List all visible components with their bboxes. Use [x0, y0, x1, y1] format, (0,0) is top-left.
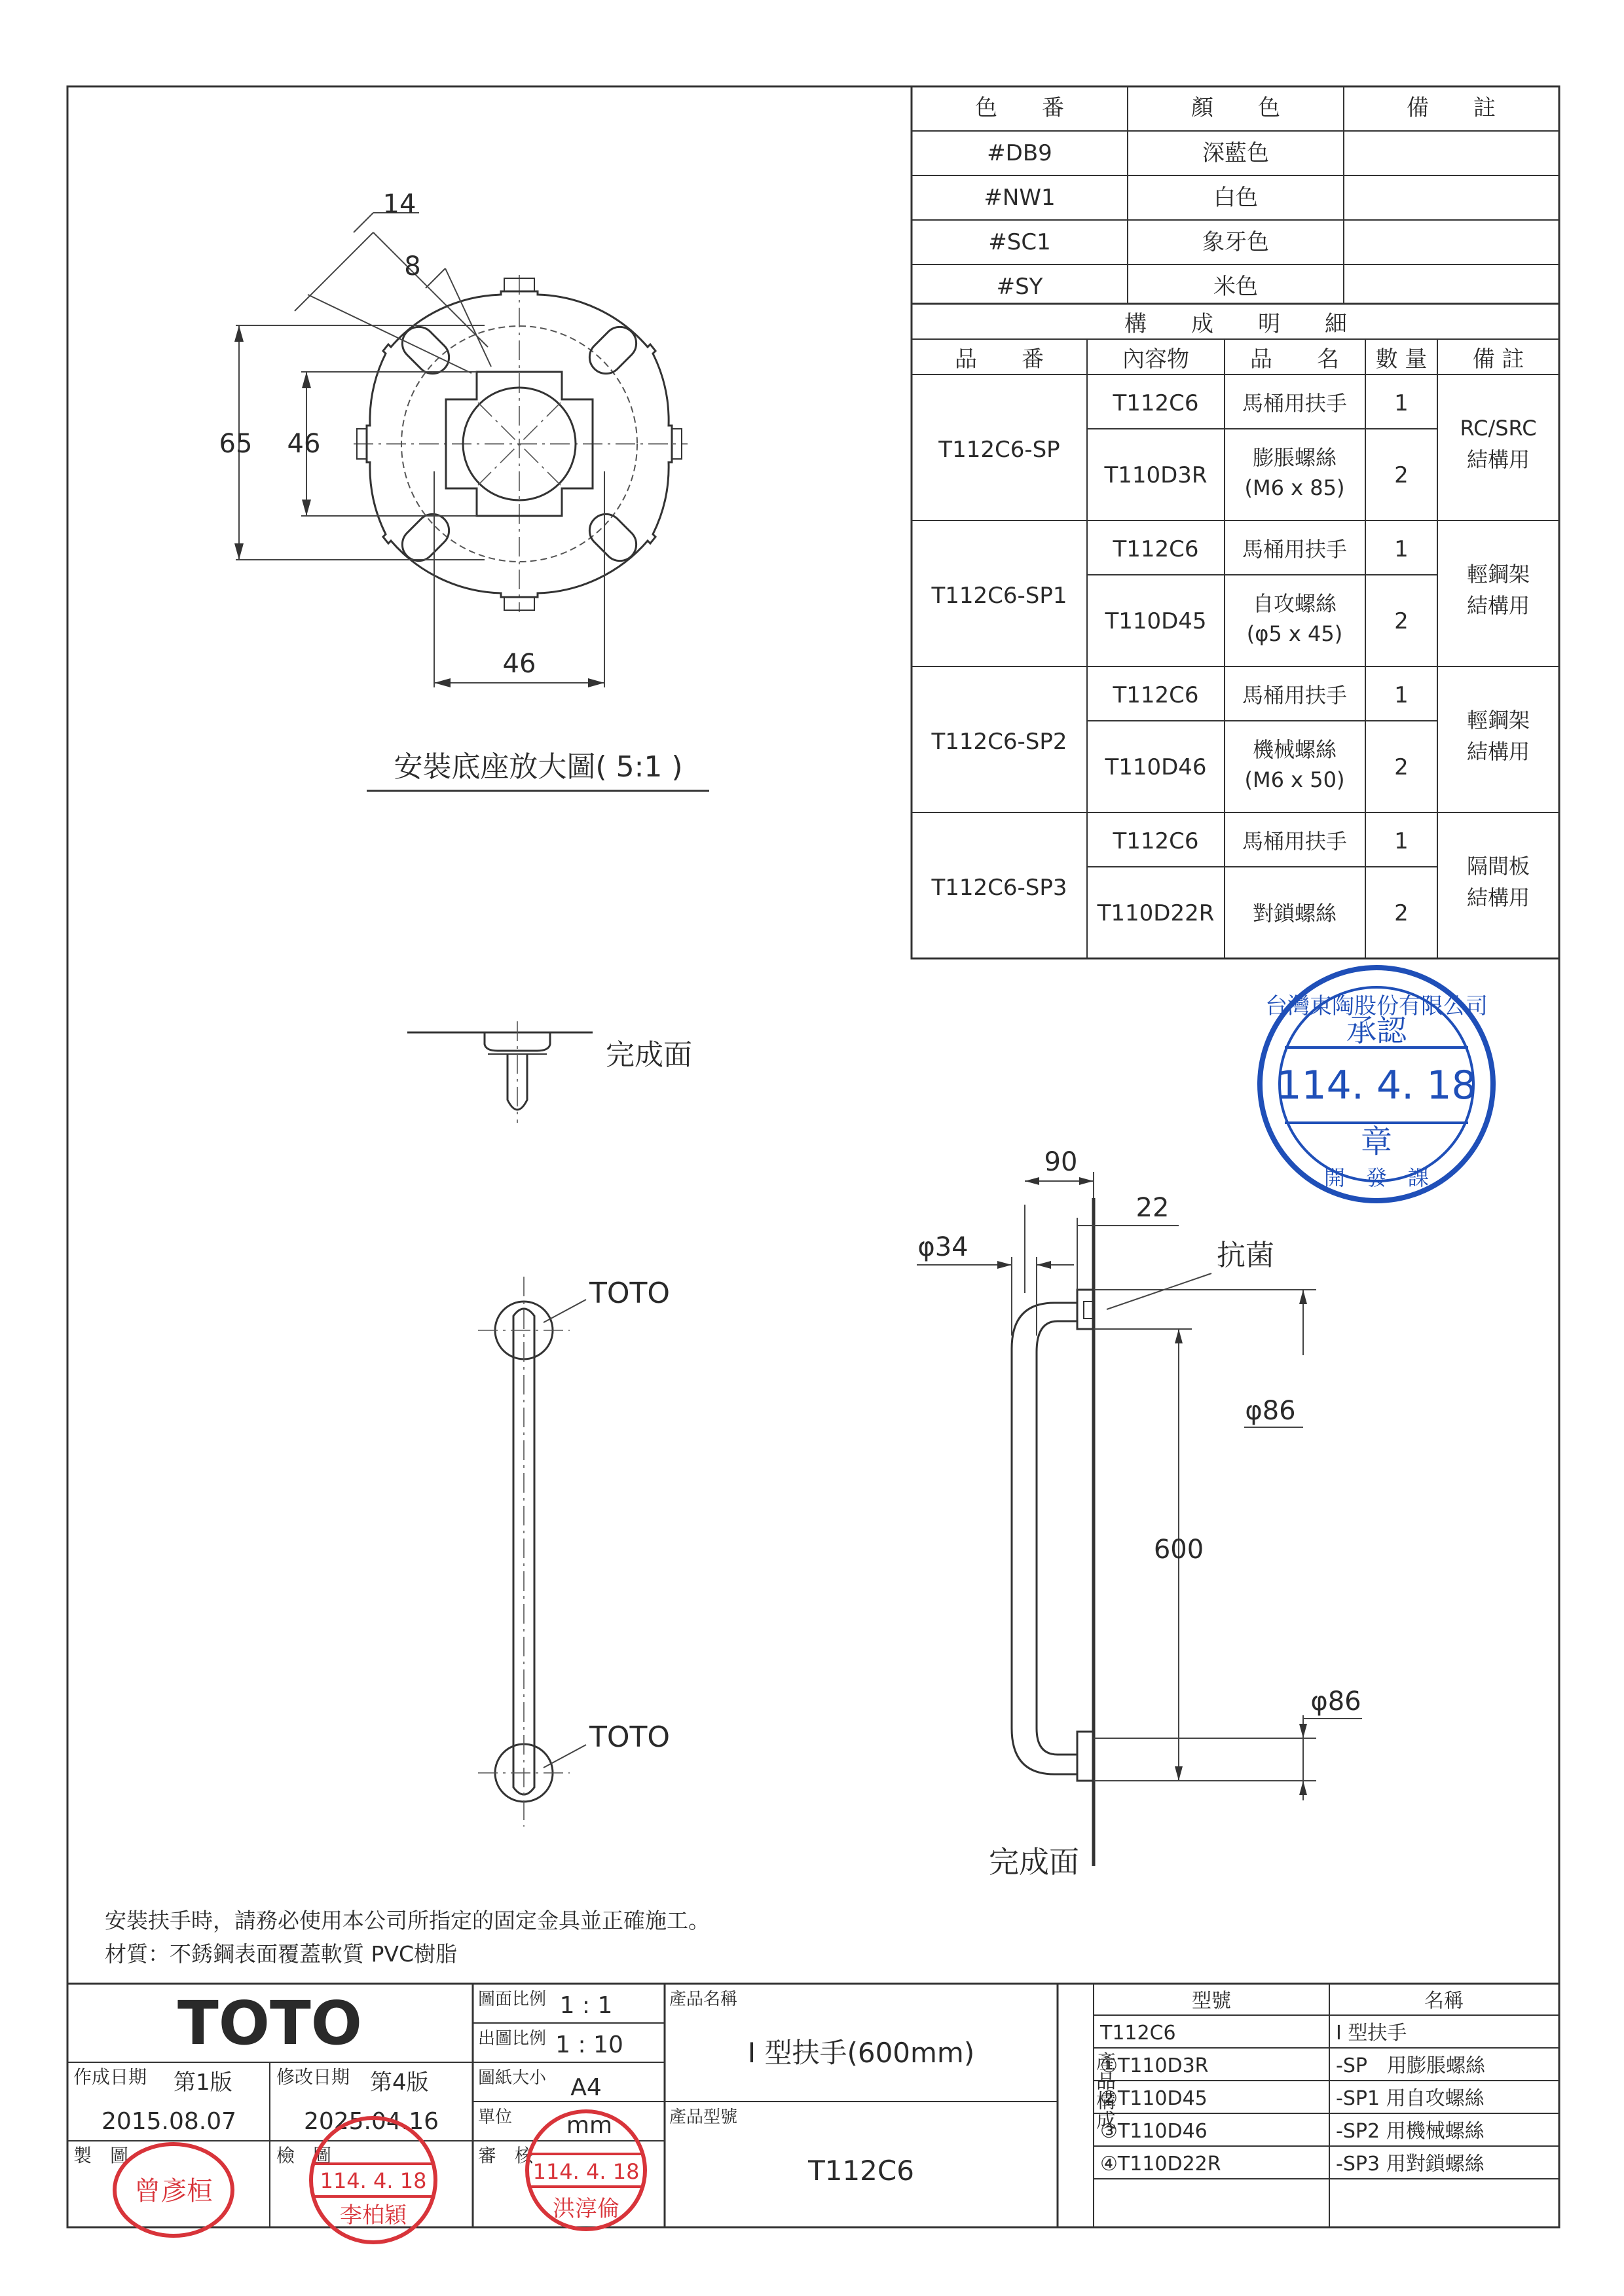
color-header-code: 色 番	[975, 95, 1064, 121]
profile-view-drawing	[917, 1147, 1362, 1880]
antibac-label: 抗菌	[1217, 1239, 1274, 1272]
group-code-sp: T112C6-SP	[938, 437, 1060, 463]
note-2: 材質：不銹鋼表面覆蓋軟質 PVC樹脂	[105, 1941, 458, 1967]
dim-600: 600	[1153, 1535, 1204, 1565]
comp-name-1: I 型扶手	[1336, 2022, 1407, 2045]
print-scale-value: 1 : 10	[555, 2032, 623, 2058]
color-code-3: #SC1	[988, 229, 1051, 255]
color-name-4: 米色	[1213, 274, 1258, 300]
dim-90: 90	[1044, 1147, 1078, 1177]
group-qty-sp2-1: 1	[1394, 682, 1409, 708]
checked-by-stamp	[311, 2118, 435, 2242]
comp-header-name-tb: 名稱	[1424, 1990, 1464, 2013]
reviewed-label: 審 核	[478, 2145, 534, 2166]
group-part-sp3-1: T112C6	[1113, 828, 1199, 854]
composition-title: 構 成 明 細	[1124, 311, 1347, 337]
color-name-3: 象牙色	[1202, 229, 1269, 255]
title-block	[67, 1984, 1559, 2242]
drawn-by-stamp	[115, 2144, 232, 2236]
front-label-bottom: TOTO	[589, 1721, 671, 1754]
comp-name-2: -SP 用膨脹螺絲	[1336, 2054, 1485, 2077]
group-note-sp1: 輕鋼架結構用	[1466, 562, 1530, 618]
group-part-sp2-2: T110D46	[1105, 754, 1207, 780]
checked-by-name: 李柏穎	[340, 2202, 407, 2229]
checked-label: 檢 圖	[276, 2145, 332, 2166]
paper-label: 圖紙大小	[478, 2068, 547, 2088]
toto-logo: TOTO	[177, 1988, 362, 2058]
group-name-sp1-2: 自攻螺絲(φ5 x 45)	[1246, 591, 1343, 646]
group-part-sp1-2: T110D45	[1105, 608, 1207, 634]
created-date: 2015.08.07	[101, 2108, 237, 2135]
group-qty-sp-2: 2	[1394, 462, 1409, 488]
drawn-by-name: 曾彥桓	[134, 2176, 213, 2206]
dim-8: 8	[404, 251, 421, 282]
comp-header-note: 備 註	[1472, 346, 1524, 373]
group-part-sp3-2: T110D22R	[1097, 900, 1215, 926]
group-note-sp2: 輕鋼架結構用	[1466, 708, 1530, 764]
group-code-sp1: T112C6-SP1	[931, 583, 1067, 609]
profile-finish-label: 完成面	[989, 1844, 1079, 1880]
comp-model-5: ④T110D22R	[1100, 2153, 1221, 2176]
print-scale-label: 出圖比例	[478, 2029, 547, 2049]
comp-model-3: ②T110D45	[1100, 2087, 1208, 2110]
product-name-label: 產品名稱	[669, 1990, 738, 2009]
composition-label: 產品構成	[1037, 2051, 1115, 2074]
group-name-sp3-2: 對鎖螺絲	[1252, 901, 1337, 926]
scale-label: 圖面比例	[478, 1990, 547, 2009]
color-table	[912, 86, 1559, 304]
checked-date: 114. 4. 18	[320, 2168, 427, 2193]
group-name-sp2-1: 馬桶用扶手	[1242, 683, 1348, 708]
group-name-sp2-2: 機械螺絲(M6 x 50)	[1244, 737, 1345, 792]
group-name-sp-1: 馬桶用扶手	[1242, 391, 1348, 416]
product-model-label: 產品型號	[669, 2107, 738, 2127]
product-model: T112C6	[808, 2155, 914, 2187]
comp-header-name: 品 名	[1250, 346, 1339, 373]
group-part-sp-1: T112C6	[1113, 390, 1199, 416]
comp-header-code: 品 番	[955, 346, 1044, 373]
group-qty-sp2-2: 2	[1394, 754, 1409, 780]
comp-model-1: T112C6	[1100, 2022, 1176, 2045]
stamp-date: 114. 4. 18	[1276, 1063, 1477, 1108]
unit-value: mm	[566, 2112, 613, 2139]
group-note-sp: RC/SRC 結構用	[1460, 416, 1537, 472]
comp-header-content: 內容物	[1122, 346, 1189, 373]
dim-phi86-bottom: φ86	[1310, 1686, 1361, 1717]
dim-46-vertical: 46	[287, 429, 321, 459]
stamp-word: 承認	[1346, 1013, 1407, 1048]
product-name: I 型扶手(600mm)	[747, 2037, 975, 2069]
side-view-drawing	[407, 1021, 692, 1123]
scale-value: 1 : 1	[559, 1992, 613, 2019]
stamp-company: 台灣東陶股份有限公司	[1265, 993, 1488, 1019]
group-name-sp-2: 膨脹螺絲(M6 x 85)	[1244, 445, 1345, 500]
comp-model-2: ①T110D3R	[1100, 2054, 1209, 2077]
dim-22: 22	[1135, 1193, 1170, 1223]
color-header-name: 顏 色	[1191, 95, 1280, 121]
group-qty-sp-1: 1	[1394, 390, 1409, 416]
group-part-sp2-1: T112C6	[1113, 682, 1199, 708]
base-detail-caption: 安裝底座放大圖( 5:1 )	[394, 750, 683, 784]
group-note-sp3: 隔間板結構用	[1466, 854, 1530, 910]
dim-phi86-top: φ86	[1245, 1396, 1296, 1426]
side-finish-label: 完成面	[606, 1038, 692, 1072]
group-qty-sp1-2: 2	[1394, 608, 1409, 634]
reviewed-by-name: 洪淳倫	[553, 2196, 619, 2222]
color-name-2: 白色	[1213, 185, 1258, 211]
group-qty-sp3-1: 1	[1394, 828, 1409, 854]
comp-name-5: -SP3 用對鎖螺絲	[1336, 2153, 1485, 2176]
color-code-4: #SY	[996, 274, 1043, 300]
front-view-drawing	[478, 1277, 670, 1827]
comp-name-3: -SP1 用自攻螺絲	[1336, 2087, 1485, 2110]
stamp-seal: 章	[1360, 1123, 1393, 1160]
stamp-dept: 開 發 課	[1323, 1165, 1430, 1190]
group-code-sp3: T112C6-SP3	[931, 875, 1067, 901]
note-1: 安裝扶手時，請務必使用本公司所指定的固定金具並正確施工。	[105, 1908, 710, 1933]
color-code-2: #NW1	[984, 185, 1056, 211]
group-part-sp-2: T110D3R	[1104, 462, 1208, 488]
front-label-top: TOTO	[589, 1277, 671, 1310]
modified-version: 第4版	[370, 2069, 429, 2096]
comp-model-4: ③T110D46	[1100, 2120, 1208, 2143]
dim-14: 14	[382, 189, 416, 219]
comp-header-model-tb: 型號	[1192, 1990, 1231, 2013]
approval-stamp	[1260, 968, 1493, 1201]
group-name-sp3-1: 馬桶用扶手	[1242, 829, 1348, 854]
created-version: 第1版	[174, 2069, 232, 2096]
group-qty-sp1-1: 1	[1394, 536, 1409, 562]
color-header-note: 備 註	[1407, 95, 1496, 121]
color-code-1: #DB9	[987, 140, 1052, 166]
composition-table	[912, 304, 1559, 958]
color-name-1: 深藍色	[1202, 140, 1269, 166]
group-code-sp2: T112C6-SP2	[931, 729, 1067, 755]
paper-value: A4	[570, 2074, 602, 2101]
unit-label: 單位	[478, 2107, 513, 2127]
dim-phi34: φ34	[917, 1232, 969, 1262]
group-qty-sp3-2: 2	[1394, 900, 1409, 926]
created-label: 作成日期	[73, 2066, 147, 2088]
modified-label: 修改日期	[276, 2066, 350, 2088]
reviewed-date: 114. 4. 18	[532, 2159, 640, 2184]
group-name-sp1-1: 馬桶用扶手	[1242, 537, 1348, 562]
drawn-label: 製 圖	[73, 2145, 129, 2166]
dim-46-horizontal: 46	[502, 649, 536, 679]
comp-header-qty: 數 量	[1375, 346, 1428, 373]
dim-65: 65	[219, 429, 253, 459]
base-detail-drawing	[219, 189, 709, 791]
group-part-sp1-1: T112C6	[1113, 536, 1199, 562]
modified-date: 2025.04.16	[303, 2108, 439, 2135]
comp-name-4: -SP2 用機械螺絲	[1336, 2120, 1485, 2143]
